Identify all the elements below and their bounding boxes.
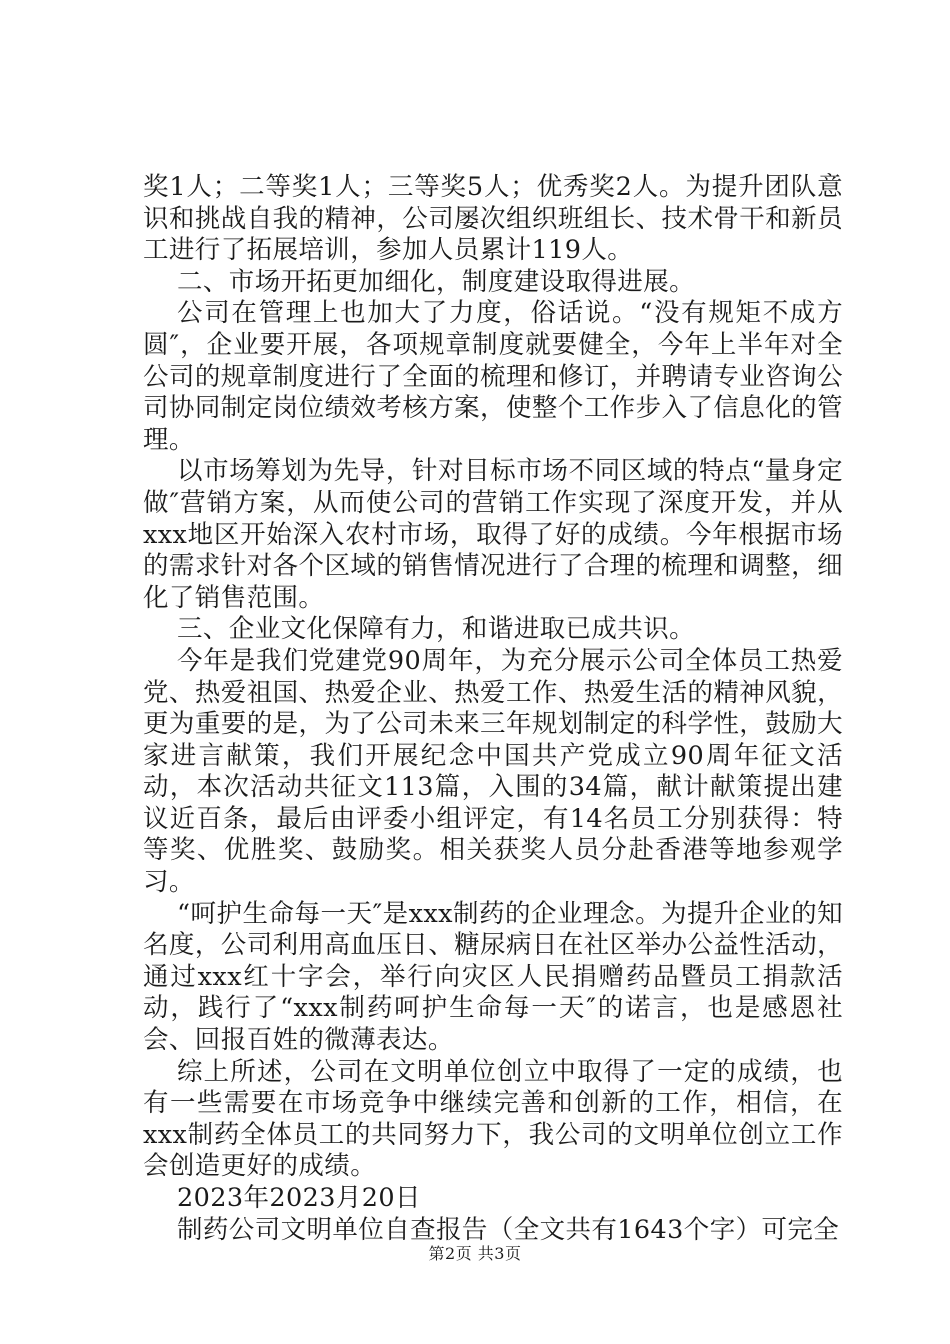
paragraph-awards: 奖1人；二等奖1人；三等奖5人；优秀奖2人。为提升团队意识和挑战自我的精神，公司屡次组织班组长、技术骨干和新员工进行了拓展培训，参加人员累计119人。 [143,172,843,266]
paragraph-summary: 综上所述，公司在文明单位创立中取得了一定的成绩，也有一些需要在市场竞争中继续完善和创新的工作，相信，在xxx制药全体员工的共同努力下，我公司的文明单位创立工作会创造更好的成绩。 [143,1056,843,1182]
page-footer [0,1244,950,1264]
paragraph-philosophy: “呵护生命每一天″是xxx制药的企业理念。为提升企业的知名度，公司利用高血压日、糖尿病日在社区举办公益性活动，通过xxx红十字会，举行向灾区人民捐赠药品暨员工捐款活动，践行了“xxx制药呵护生命每一天″的诺言，也是感恩社会、回报百姓的微薄表达。 [143,898,843,1056]
paragraph-date: 2023年2023月20日 [177,1183,421,1213]
paragraph-marketing: 以市场筹划为先导，针对目标市场不同区域的特点“量身定做″营销方案，从而使公司的营销工作实现了深度开发，并从xxx地区开始深入农村市场，取得了好的成绩。今年根据市场的需求针对各个区域的销售情况进行了合理的梳理和调整，细化了销售范围。 [143,456,843,613]
page-number-label: 第2页 共3页 [428,1244,522,1263]
paragraph-management: 公司在管理上也加大了力度，俗话说。“没有规矩不成方圆″，企业要开展，各项规章制度就要健全，今年上半年对全公司的规章制度进行了全面的梳理和修订，并聘请专业咨询公司协同制定岗位绩效考核方案，使整个工作步入了信息化的管理。 [143,298,843,455]
section-heading-market: 二、市场开拓更加细化，制度建设取得进展。 [177,266,696,297]
paragraph-anniversary: 今年是我们党建党90周年，为充分展示公司全体员工热爱党、热爱祖国、热爱企业、热爱工作、热爱生活的精神风貌，更为重要的是，为了公司未来三年规划制定的科学性，鼓励大家进言献策，我们开展纪念中国共产党成立90周年征文活动，本次活动共征文113篇，入围的34篇，献计献策提出建议近百条，最后由评委小组评定，有14名员工分别获得：特等奖、优胜奖、鼓励奖。相关获奖人员分赴香港等地参观学习。 [143,645,843,898]
paragraph-closing: 制药公司文明单位自查报告（全文共有1643个字）可完全 [177,1214,840,1245]
document-body [143,172,843,1246]
section-heading-culture: 三、企业文化保障有力，和谐进取已成共识。 [177,614,696,645]
